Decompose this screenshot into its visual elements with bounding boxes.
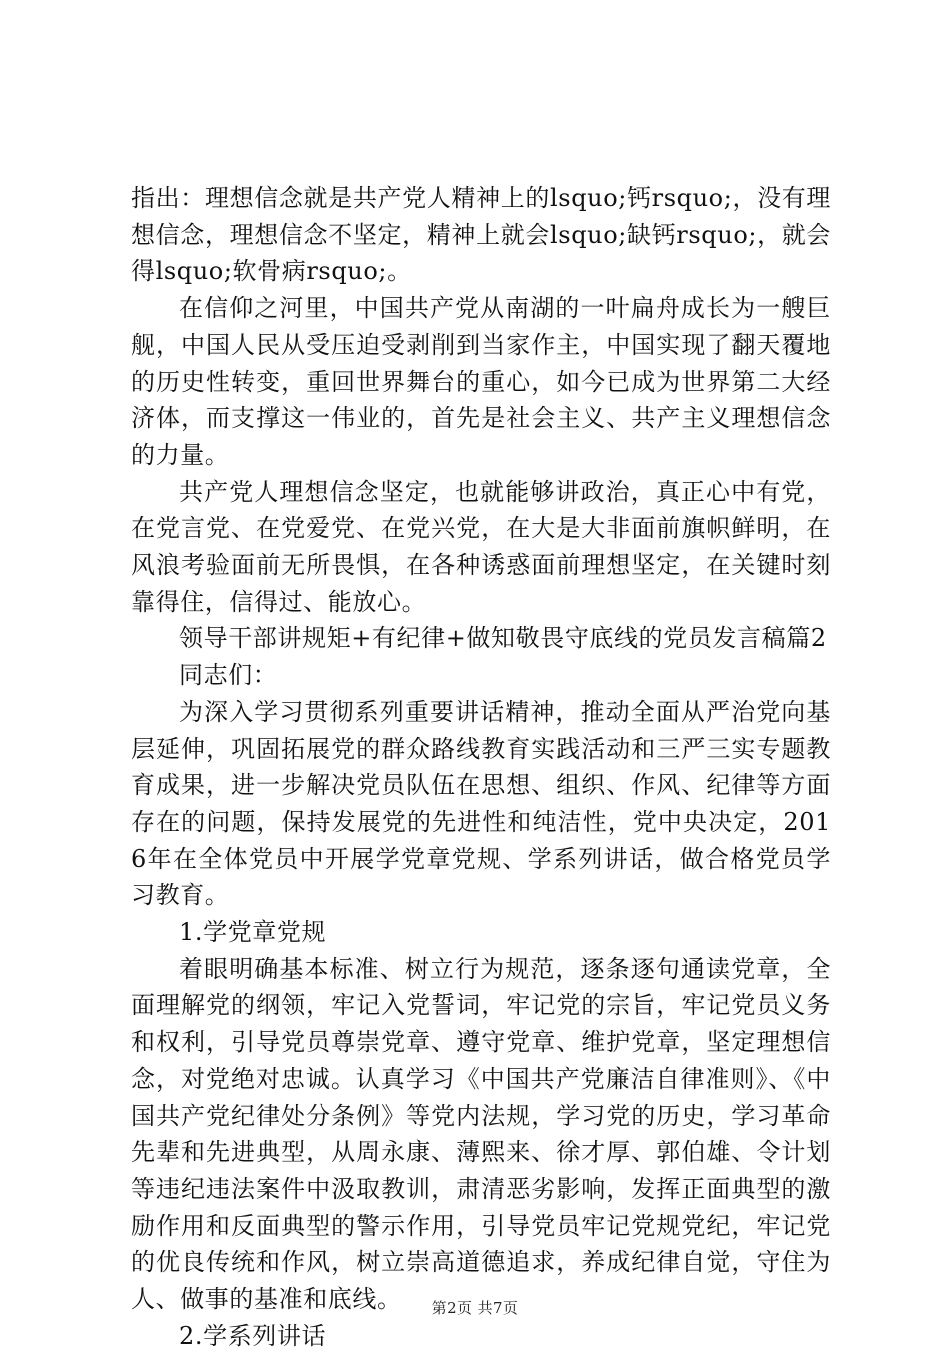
- subheading-party-constitution: 1.学党章党规: [179, 918, 327, 947]
- paragraph-study-education: 为深入学习贯彻系列重要讲话精神，推动全面从严治党向基层延伸，巩固拓展党的群众路线教育实践活动和三严三实专题教育成果，进一步解决党员队伍在思想、组织、作风、纪律等方面存在的问题，保持发展党的先进性和纯洁性，党中央决定，2016年在全体党员中开展学党章党规、学系列讲话，做合格党员学习教育。: [131, 697, 831, 910]
- document-body: [131, 180, 831, 1355]
- section-heading-speech-2: 领导干部讲规矩+有纪律+做知敬畏守底线的党员发言稿篇2: [179, 624, 827, 653]
- paragraph-faith-river: 在信仰之河里，中国共产党从南湖的一叶扁舟成长为一艘巨舰，中国人民从受压迫受剥削到当家作主，中国实现了翻天覆地的历史性转变，重回世界舞台的重心，如今已成为世界第二大经济体，而支撑这一伟业的，首先是社会主义、共产主义理想信念的力量。: [131, 294, 831, 469]
- paragraph-firm-ideals: 共产党人理想信念坚定，也就能够讲政治，真正心中有党，在党言党、在党爱党、在党兴党，在大是大非面前旗帜鲜明，在风浪考验面前无所畏惧，在各种诱惑面前理想坚定，在关键时刻靠得住，信得过、能放心。: [131, 477, 831, 616]
- page-number-footer: 第2页 共7页: [431, 1299, 519, 1317]
- subheading-series-speeches: 2.学系列讲话: [179, 1321, 327, 1350]
- salutation: 同志们：: [179, 661, 278, 690]
- paragraph-continuation: 指出：理想信念就是共产党人精神上的lsquo;钙rsquo;，没有理想信念，理想信念不坚定，精神上就会lsquo;缺钙rsquo;，就会得lsquo;软骨病rsquo;。: [131, 184, 831, 286]
- paragraph-party-constitution: 着眼明确基本标准、树立行为规范，逐条逐句通读党章，全面理解党的纲领，牢记入党誓词，牢记党的宗旨，牢记党员义务和权利，引导党员尊崇党章、遵守党章、维护党章，坚定理想信念，对党绝对忠诚。认真学习《中国共产党廉洁自律准则》、《中国共产党纪律处分条例》等党内法规，学习党的历史，学习革命先辈和先进典型，从周永康、薄熙来、徐才厚、郭伯雄、令计划等违纪违法案件中汲取教训，肃清恶劣影响，发挥正面典型的激励作用和反面典型的警示作用，引导党员牢记党规党纪，牢记党的优良传统和作风，树立崇高道德追求，养成纪律自觉，守住为人、做事的基准和底线。: [131, 954, 831, 1314]
